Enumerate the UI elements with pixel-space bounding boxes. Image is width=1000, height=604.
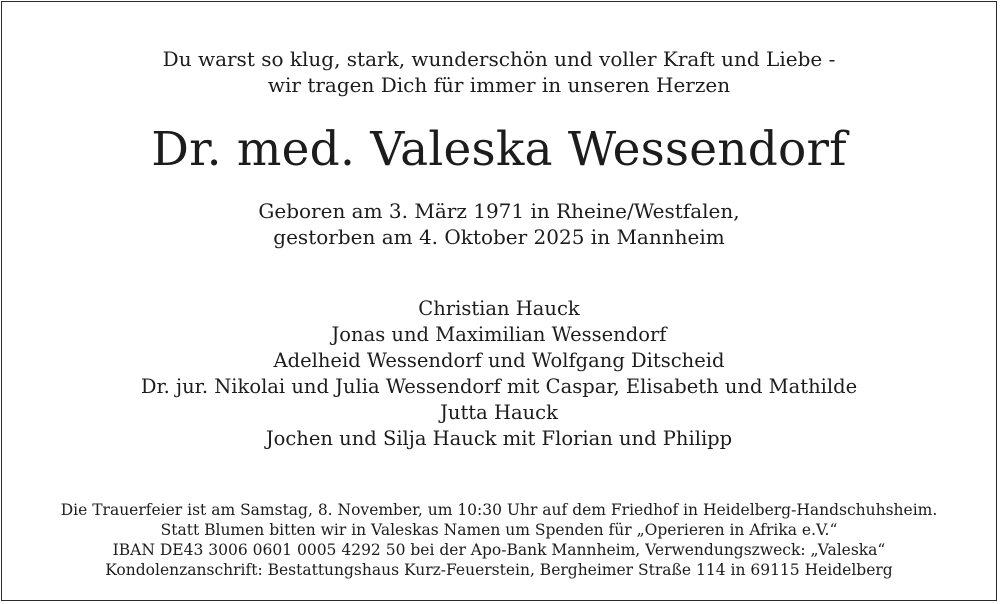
mourner-line: Jutta Hauck [440, 401, 558, 424]
obituary-notice [1, 1, 997, 601]
mourner-line: Jochen und Silja Hauck mit Florian und Philipp [265, 427, 733, 450]
mourner-line: Dr. jur. Nikolai und Julia Wessendorf mit Caspar, Elisabeth und Mathilde [140, 375, 858, 398]
motto-line-2: wir tragen Dich für immer in unseren Herzen [267, 73, 731, 97]
birth-line: Geboren am 3. März 1971 in Rheine/Westfalen, [258, 199, 740, 223]
bank-info: IBAN DE43 3006 0601 0005 4292 50 bei der Apo-Bank Mannheim, Verwendungszweck: „Valeska“ [112, 541, 886, 559]
mourner-line: Adelheid Wessendorf und Wolfgang Ditscheid [273, 349, 725, 372]
mourner-line: Jonas und Maximilian Wessendorf [331, 323, 667, 346]
motto-line-1: Du warst so klug, stark, wunderschön und voller Kraft und Liebe - [162, 47, 836, 71]
mourner-line: Christian Hauck [418, 297, 580, 320]
deceased-name: Dr. med. Valeska Wessendorf [151, 122, 847, 177]
funeral-info: Die Trauerfeier ist am Samstag, 8. November, um 10:30 Uhr auf dem Friedhof in Heidelberg-Handschuhsheim. [60, 501, 938, 519]
death-line: gestorben am 4. Oktober 2025 in Mannheim [273, 225, 725, 249]
condolence-address: Kondolenzanschrift: Bestattungshaus Kurz-Feuerstein, Bergheimer Straße 114 in 69115 Heidelberg [105, 561, 893, 579]
donation-info: Statt Blumen bitten wir in Valeskas Namen um Spenden für „Operieren in Afrika e.V.“ [160, 521, 838, 539]
